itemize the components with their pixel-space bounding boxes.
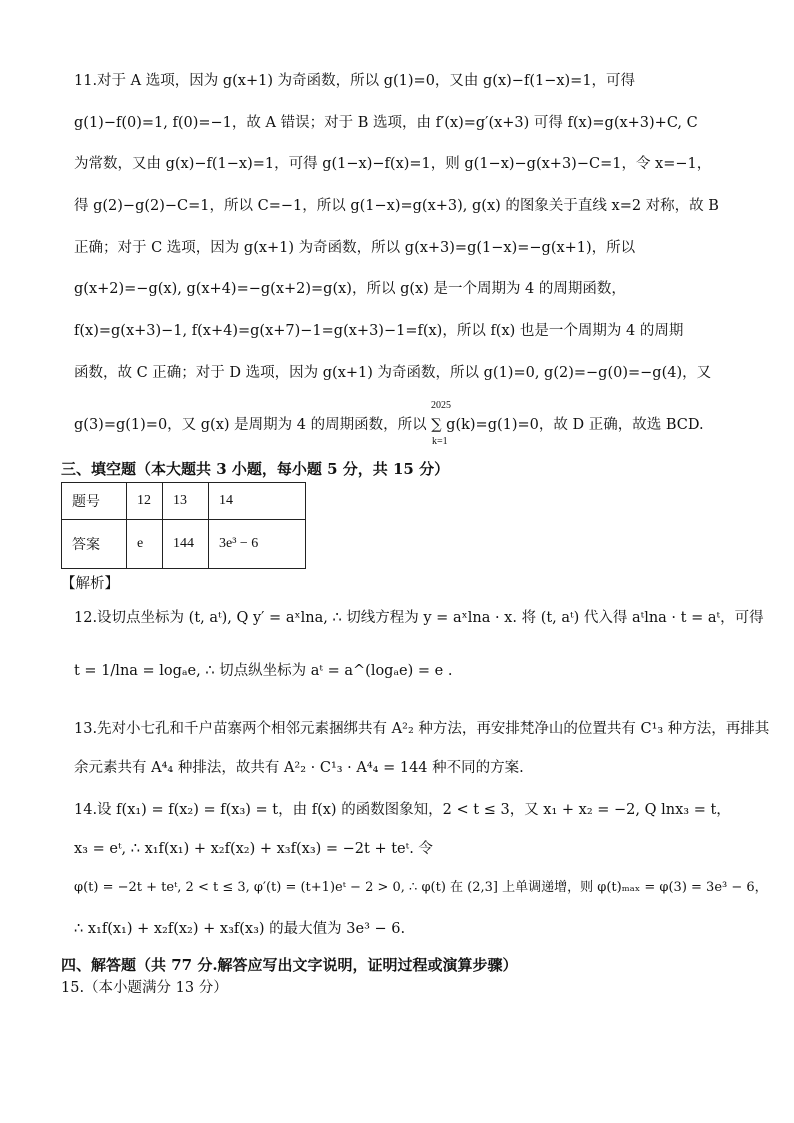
summation-upper-limit: 2025	[431, 400, 451, 411]
table-row	[62, 483, 306, 520]
analysis-label: 【解析】	[61, 576, 119, 592]
q11-line-1: 11.对于 A 选项，因为 g(x+1) 为奇函数，所以 g(1)=0，又由 g(x)−f(1−x)=1，可得	[74, 73, 636, 89]
summation-lower-limit: k=1	[432, 436, 448, 447]
q14-line-2: x₃ = eᵗ, ∴ x₁f(x₁) + x₂f(x₂) + x₃f(x₃) = −2t + teᵗ. 令	[74, 841, 433, 857]
q11-line-9: g(3)=g(1)=0，又 g(x) 是周期为 4 的周期函数，所以 ∑ g(k)=g(1)=0，故 D 正确，故选 BCD.	[74, 417, 704, 433]
table-cell: 144	[163, 520, 209, 569]
q11-line-3: 为常数，又由 g(x)−f(1−x)=1，可得 g(1−x)−f(x)=1，则 g(1−x)−g(x+3)−C=1，令 x=−1，	[74, 156, 712, 172]
q11-line-8: 函数，故 C 正确；对于 D 选项，因为 g(x+1) 为奇函数，所以 g(1)=0, g(2)=−g(0)=−g(4)，又	[74, 365, 712, 381]
table-row	[62, 520, 306, 569]
q12-line-2: t = 1/lna = logₐe, ∴ 切点纵坐标为 aᵗ = a^(logₐe) = e .	[74, 663, 453, 679]
section-3-heading: 三、填空题（本大题共 3 小题，每小题 5 分，共 15 分）	[61, 460, 450, 478]
q11-line-6: g(x+2)=−g(x), g(x+4)=−g(x+2)=g(x)，所以 g(x) 是一个周期为 4 的周期函数，	[74, 281, 626, 297]
q11-line-4: 得 g(2)−g(2)−C=1，所以 C=−1，所以 g(1−x)=g(x+3), g(x) 的图象关于直线 x=2 对称，故 B	[74, 198, 719, 214]
q12-line-1: 12.设切点坐标为 (t, aᵗ), Q y′ = aˣlna, ∴ 切线方程为 y = aˣlna · x. 将 (t, aᵗ) 代入得 aᵗlna · t = aᵗ，可得	[74, 610, 764, 626]
table-cell: 3e³ − 6	[209, 520, 306, 569]
q14-line-1: 14.设 f(x₁) = f(x₂) = f(x₃) = t，由 f(x) 的函数图象知，2 < t ≤ 3，又 x₁ + x₂ = −2, Q lnx₃ = t，	[74, 802, 731, 818]
q14-line-3: φ(t) = −2t + teᵗ, 2 < t ≤ 3, φ′(t) = (t+1)eᵗ − 2 > 0, ∴ φ(t) 在 (2,3] 上单调递增，则 φ(t)ₘₐₓ = φ(3) = 3e³ − 6，	[74, 880, 768, 895]
q15-title: 15.（本小题满分 13 分）	[61, 980, 228, 996]
q11-line-2: g(1)−f(0)=1, f(0)=−1，故 A 错误；对于 B 选项，由 f′(x)=g′(x+3) 可得 f(x)=g(x+3)+C, C	[74, 115, 698, 131]
q11-line-5: 正确；对于 C 选项，因为 g(x+1) 为奇函数，所以 g(x+3)=g(1−x)=−g(x+1)，所以	[74, 240, 636, 256]
table-cell: 答案	[62, 520, 127, 569]
table-cell: 题号	[62, 483, 127, 520]
q13-line-2: 余元素共有 A⁴₄ 种排法，故共有 A²₂ · C¹₃ · A⁴₄ = 144 种不同的方案.	[74, 760, 524, 776]
q13-line-1: 13.先对小七孔和千户苗寨两个相邻元素捆绑共有 A²₂ 种方法，再安排梵净山的位置共有 C¹₃ 种方法，再排其	[74, 721, 770, 737]
section-4-heading: 四、解答题（共 77 分.解答应写出文字说明，证明过程或演算步骤）	[61, 956, 518, 974]
table-cell: 13	[163, 483, 209, 520]
table-cell: 14	[209, 483, 306, 520]
answer-table	[61, 482, 306, 569]
table-cell: e	[127, 520, 163, 569]
table-cell: 12	[127, 483, 163, 520]
q11-line-7: f(x)=g(x+3)−1, f(x+4)=g(x+7)−1=g(x+3)−1=f(x)，所以 f(x) 也是一个周期为 4 的周期	[74, 323, 684, 339]
q14-line-4: ∴ x₁f(x₁) + x₂f(x₂) + x₃f(x₃) 的最大值为 3e³ − 6.	[74, 921, 406, 937]
